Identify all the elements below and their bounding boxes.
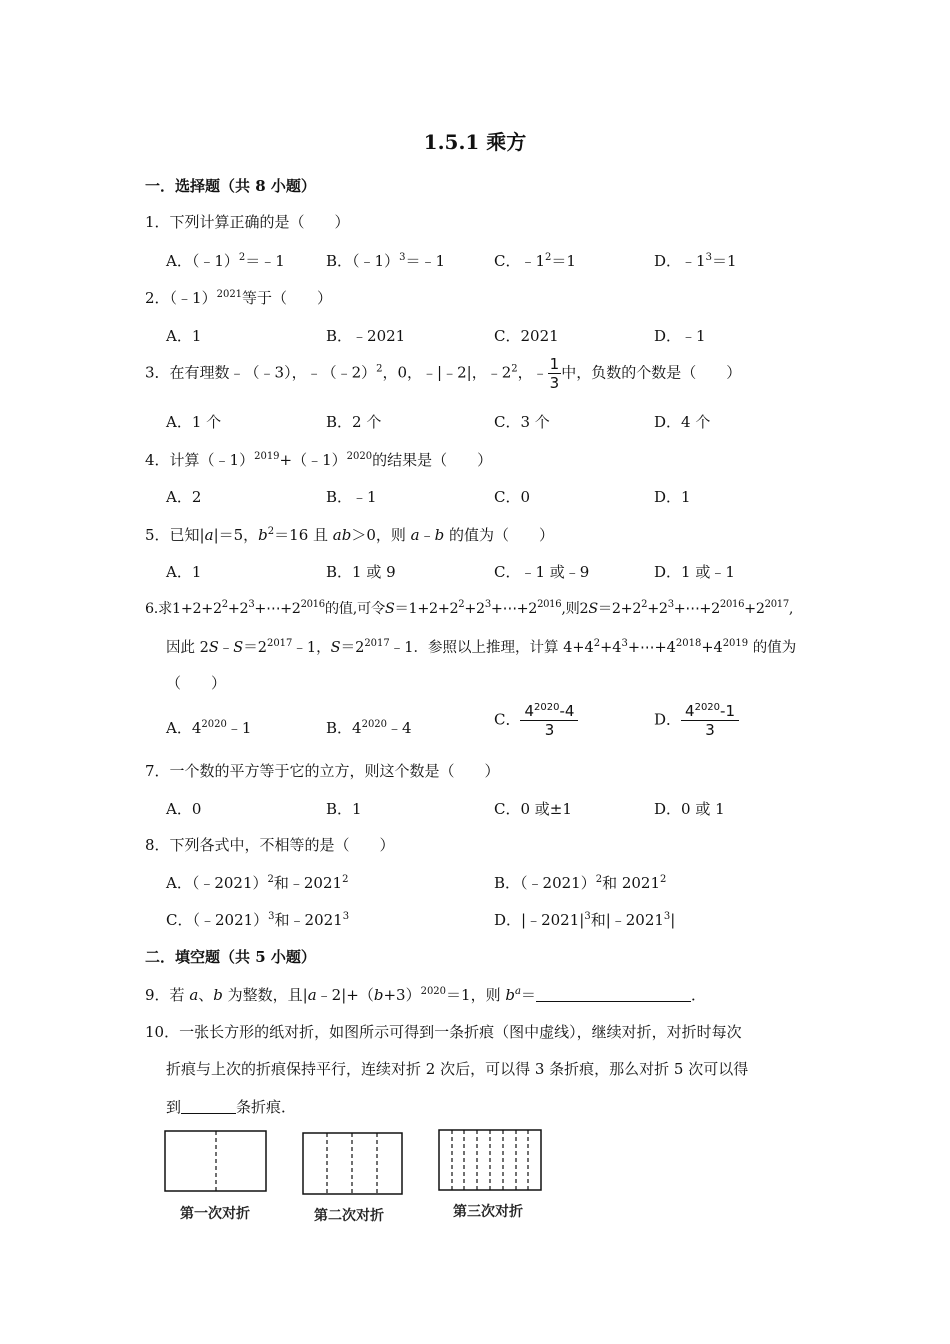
question-5-option-a: A．1 (166, 563, 202, 581)
section-heading-choice: 一．选择题（共 8 小题） (145, 177, 316, 195)
question-6-option-c: C． $\frac{4^{2020}-4}{3}$ (494, 702, 578, 739)
fraction-one-third: $\frac{1}{3}$ (549, 355, 560, 392)
question-2-stem: 2．（﹣1）$^{2021}$等于（ ） (145, 289, 333, 307)
question-7-option-b: B．1 (326, 800, 362, 818)
question-1-option-a: A．（﹣1）$^2$＝﹣1 (166, 252, 285, 270)
question-6-option-a: A．$4^{2020}﹣1$ (166, 719, 252, 737)
question-2-option-d: D．﹣1 (654, 327, 706, 345)
question-9-stem: 9．若 a、b 为整数，且$|a﹣2|+(b+3)^{2020}=1$，则 $b^a=$ ． (145, 986, 706, 1004)
question-7-option-a: A．0 (166, 800, 202, 818)
question-1-stem: 1．下列计算正确的是（ ） (145, 213, 350, 231)
question-3-option-c: C．3 个 (494, 413, 550, 431)
figure-label-third: 第三次对折 (453, 1204, 523, 1220)
page-title: 1.5.1 乘方 (423, 130, 527, 154)
question-8-option-b: B．（﹣2021）$^2$和 2021$^2$ (494, 874, 667, 892)
question-6-line-3: （ ） (166, 674, 227, 692)
question-8-stem: 8．下列各式中，不相等的是（ ） (145, 836, 395, 854)
question-1-option-c: C．$﹣1^2=1$ (494, 252, 576, 270)
question-2-option-b: B．﹣2021 (326, 327, 406, 345)
question-4-option-a: A．2 (166, 488, 202, 506)
question-3-option-b: B．2 个 (326, 413, 382, 431)
section-heading-fill: 二．填空题（共 5 小题） (145, 948, 316, 966)
figure-label-first: 第一次对折 (180, 1206, 250, 1222)
question-6-option-b: B．$4^{2020}﹣4$ (326, 719, 412, 737)
question-6-line-2: 因此 $2S﹣S=2^{2017}﹣1$，$S=2^{2017}﹣1$．参照以上推理，计算 $4+4^2+4^3+\cdots+4^{2018}+4^{2019}$ 的值为 (166, 638, 797, 656)
question-10-line-3: 到 条折痕． (166, 1098, 297, 1116)
second-fold-figure (303, 1133, 402, 1194)
question-3-option-a: A．1 个 (166, 413, 222, 431)
question-2-option-a: A．1 (166, 327, 202, 345)
figure-label-second: 第二次对折 (314, 1208, 384, 1224)
question-5-stem: 5．已知|a|＝5，$b^2=16$ 且 ab＞0，则 a﹣b 的值为（ ） (145, 526, 554, 544)
question-5-option-b: B．1 或 9 (326, 563, 396, 581)
question-4-option-c: C．0 (494, 488, 531, 506)
answer-blank (181, 1099, 236, 1114)
question-6-line-1: 6.求$1+2+2^2+2^3+\cdots+2^{2016}$的值,可令$S=1+2+2^2+2^3+\cdots+2^{2016}$,则$2S=2+2^2+2^3+\cdots+2^{2016}+2^{2017}$, (145, 599, 794, 617)
third-fold-figure (439, 1130, 541, 1190)
first-fold-figure (165, 1131, 266, 1191)
question-7-option-c: C．0 或±1 (494, 800, 572, 818)
question-10-line-1: 10．一张长方形的纸对折，如图所示可得到一条折痕（图中虚线），继续对折，对折时每次 (145, 1023, 742, 1041)
question-4-option-d: D．1 (654, 488, 691, 506)
question-8-option-a: A．（﹣2021）$^2$和﹣2021$^2$ (166, 874, 349, 892)
question-7-option-d: D．0 或 1 (654, 800, 725, 818)
question-4-stem: 4．计算（﹣1）$^{2019}$+（﹣1）$^{2020}$的结果是（ ） (145, 451, 493, 469)
question-5-option-c: C．﹣1 或﹣9 (494, 563, 590, 581)
question-1-option-b: B．（﹣1）$^3$＝﹣1 (326, 252, 445, 270)
question-4-option-b: B．﹣1 (326, 488, 377, 506)
question-3-stem: 3．在有理数﹣（﹣3），﹣（﹣2）$^2$，0，﹣|﹣2|，$﹣2^2$，﹣ $\frac{1}{3}$ 中，负数的个数是（ ） (145, 355, 742, 392)
question-6-option-d: D． $\frac{4^{2020}-1}{3}$ (654, 702, 739, 739)
question-7-stem: 7．一个数的平方等于它的立方，则这个数是（ ） (145, 762, 500, 780)
question-8-option-c: C．（﹣2021）$^3$和﹣2021$^3$ (166, 911, 350, 929)
question-8-option-d: D．$|﹣2021|^3$和|﹣2021$^3$| (494, 911, 676, 929)
question-5-option-d: D．1 或﹣1 (654, 563, 735, 581)
question-2-option-c: C．2021 (494, 327, 559, 345)
folding-figures (160, 1125, 560, 1197)
question-3-option-d: D．4 个 (654, 413, 711, 431)
question-1-option-d: D．$﹣1^3=1$ (654, 252, 737, 270)
answer-blank (536, 987, 691, 1002)
question-10-line-2: 折痕与上次的折痕保持平行，连续对折 2 次后，可以得 3 条折痕，那么对折 5 次可以得 (166, 1060, 749, 1078)
